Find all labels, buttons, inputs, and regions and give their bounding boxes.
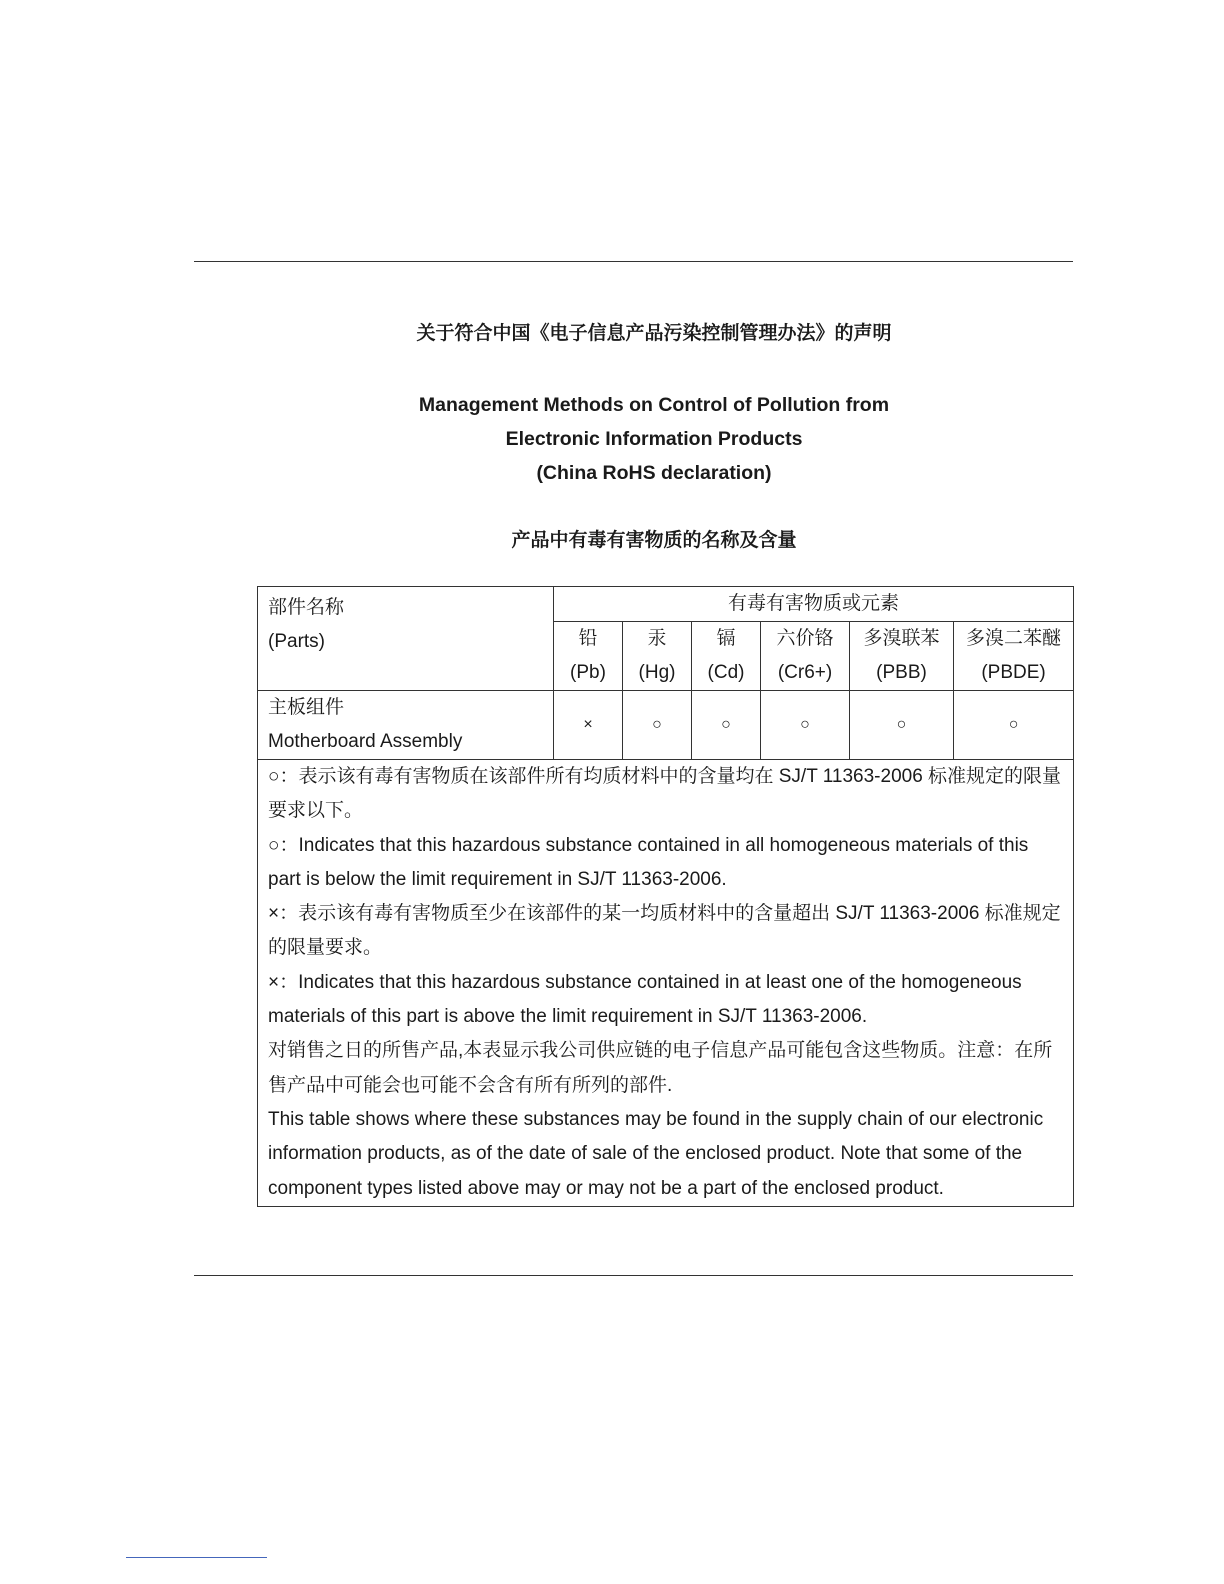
substance-header-pb: [554, 622, 623, 691]
substance-name-cn: 多溴二苯醚: [966, 628, 1062, 649]
english-title-line-3: (China RoHS declaration): [536, 462, 772, 484]
english-title: [194, 388, 1114, 490]
substance-header-pbde: [954, 622, 1074, 691]
mark-cell-cr6: ○: [761, 691, 850, 760]
substance-name-cn: 六价铬: [776, 628, 834, 649]
table-row: [258, 691, 1074, 760]
part-name-en: Motherboard Assembly: [268, 731, 463, 752]
substance-symbol: (Cr6+): [777, 662, 833, 683]
substance-header-hg: [623, 622, 692, 691]
substance-header-cr6: [761, 622, 850, 691]
part-name-cn: 主板组件: [268, 697, 345, 718]
substance-symbol: (Pb): [570, 662, 606, 683]
part-name-cell: [258, 691, 554, 760]
substance-header-pbb: [850, 622, 954, 691]
mark-cell-cd: ○: [692, 691, 761, 760]
note-circle-cn: ○：表示该有毒有害物质在该部件所有均质材料中的含量均在 SJ/T 11363-2006 标准规定的限量要求以下。: [268, 766, 1062, 822]
note-supply-chain-en: This table shows where these substances may be found in the supply chain of our electronic information products, as of the date of sale of the enclosed product. Note that some of the component types listed above may or may not be a part of the enclosed product.: [268, 1108, 1044, 1199]
substance-symbol: (Hg): [638, 662, 676, 683]
note-cross-cn: ×：表示该有毒有害物质至少在该部件的某一均质材料中的含量超出 SJ/T 11363-2006 标准规定的限量要求。: [268, 903, 1061, 959]
substance-symbol: (PBDE): [981, 662, 1046, 683]
notes-cell: [258, 760, 1074, 1207]
mark-cell-pbde: ○: [954, 691, 1074, 760]
bottom-divider: [194, 1275, 1073, 1276]
substance-symbol: (Cd): [707, 662, 745, 683]
substance-name-cn: 铅: [578, 628, 598, 649]
substance-symbol: (PBB): [876, 662, 927, 683]
chinese-title: 关于符合中国《电子信息产品污染控制管理办法》的声明: [416, 323, 892, 344]
substance-header-cd: [692, 622, 761, 691]
substance-name-cn: 汞: [647, 628, 667, 649]
note-circle-en: ○：Indicates that this hazardous substance contained in all homogeneous materials of this part is below the limit requirement in SJ/T 11363-2006.: [268, 834, 1029, 890]
parts-header-cn: 部件名称: [268, 597, 345, 618]
parts-header-cell: [258, 587, 554, 691]
top-divider: [194, 261, 1073, 262]
footnote-separator: [126, 1557, 267, 1558]
note-supply-chain-cn: 对销售之日的所售产品,本表显示我公司供应链的电子信息产品可能包含这些物质。注意：在所售产品中可能会也可能不会含有所有所列的部件.: [268, 1040, 1053, 1096]
parts-header-en: (Parts): [268, 631, 325, 652]
chinese-subtitle: 产品中有毒有害物质的名称及含量: [511, 530, 797, 551]
mark-cell-pb: ×: [554, 691, 623, 760]
mark-cell-hg: ○: [623, 691, 692, 760]
substance-group-header: 有毒有害物质或元素: [554, 587, 1074, 622]
substance-name-cn: 镉: [716, 628, 736, 649]
english-title-line-1: Management Methods on Control of Pollution from: [418, 394, 890, 416]
english-title-line-2: Electronic Information Products: [505, 428, 803, 450]
hazardous-substance-table: [257, 586, 1074, 1207]
note-cross-en: ×：Indicates that this hazardous substance contained in at least one of the homogeneous materials of this part is above the limit requirement in SJ/T 11363-2006.: [268, 971, 1022, 1028]
mark-cell-pbb: ○: [850, 691, 954, 760]
substance-name-cn: 多溴联苯: [863, 628, 940, 649]
